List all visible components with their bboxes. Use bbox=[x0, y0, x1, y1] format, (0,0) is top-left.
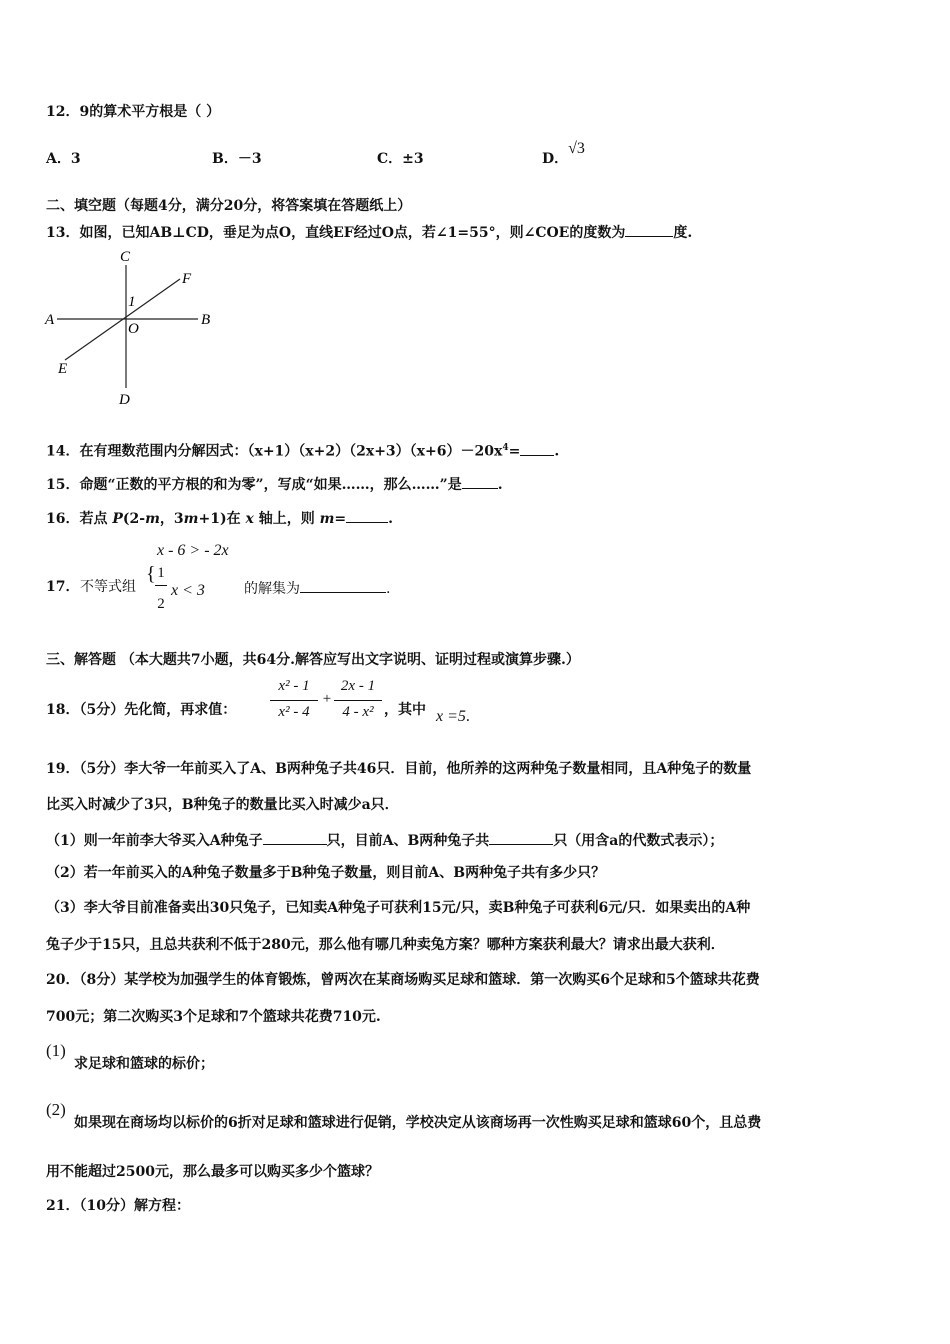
q12-option-b: B．－3 bbox=[212, 151, 262, 167]
q18-plus: + bbox=[322, 691, 332, 707]
q12-option-c: C．±3 bbox=[377, 151, 424, 167]
q17-frac-bar bbox=[155, 585, 167, 586]
q20-sub1-mark: (1) bbox=[46, 1041, 66, 1060]
label-e: E bbox=[58, 361, 68, 377]
q14-text-post: = bbox=[508, 443, 521, 460]
q18-frac1-bar bbox=[270, 700, 318, 701]
q18-prefix: 18．（5分）先化简，再求值： bbox=[46, 702, 237, 718]
q15-text bbox=[46, 474, 503, 494]
q19-line2: 比买入时减少了3只，B种兔子的数量比买入时减少a只． bbox=[46, 797, 399, 813]
q13-text-post: 度. bbox=[673, 225, 693, 241]
q16-text bbox=[46, 508, 393, 528]
q19-sub1-blank-1[interactable] bbox=[263, 830, 327, 845]
q16-var-m: m bbox=[183, 511, 199, 527]
q16-part: (2- bbox=[122, 511, 146, 527]
q16-var-x: x bbox=[245, 511, 254, 527]
q14-end: . bbox=[554, 443, 560, 460]
label-f: F bbox=[182, 271, 192, 287]
q13-text-pre: 13．如图，已知AB⊥CD，垂足为点O，直线EF经过O点，若∠1=55°，则∠COE的度数为 bbox=[46, 225, 626, 241]
q13-answer-blank[interactable] bbox=[625, 222, 673, 237]
q17-answer-blank[interactable] bbox=[300, 578, 386, 593]
label-d: D bbox=[119, 392, 130, 408]
q18-middle: ，其中 bbox=[384, 702, 426, 718]
q12-option-d-sqrt: √3 bbox=[568, 140, 585, 157]
label-o: O bbox=[128, 321, 139, 337]
q16-var-p: P bbox=[112, 511, 123, 527]
q21-text: 21．（10分）解方程： bbox=[46, 1198, 190, 1214]
q19-line1: 19．（5分）李大爷一年前买入了A、B两种兔子共46只．目前，他所养的这两种兔子数量相同，且A种兔子的数量 bbox=[46, 761, 752, 777]
q16-part: ，3 bbox=[159, 511, 184, 527]
q12-option-a: A．3 bbox=[46, 151, 81, 167]
q13-text bbox=[46, 222, 692, 242]
q17-frac-den: 2 bbox=[157, 596, 165, 612]
q18-value-text: x =5 bbox=[436, 708, 466, 725]
q12-option-d-label: D． bbox=[542, 151, 569, 167]
q20-sub1: 求足球和篮球的标价； bbox=[74, 1056, 214, 1072]
q19-sub1-blank-2[interactable] bbox=[489, 830, 553, 845]
q17-frac-num: 1 bbox=[157, 565, 165, 581]
q20-line1: 20．（8分）某学校为加强学生的体育锻炼，曾两次在某商场购买足球和篮球．第一次购买6个足球和5个篮球共花费 bbox=[46, 972, 760, 988]
q19-sub1-a: （1）则一年前李大爷买入A种兔子 bbox=[46, 833, 263, 849]
q16-part: 轴上，则 bbox=[253, 511, 320, 527]
q18-frac2-num: 2x - 1 bbox=[340, 678, 376, 694]
q17-brace: { bbox=[146, 563, 156, 585]
q15-text-pre: 15．命题“正数的平方根的和为零”，写成“如果……，那么……”是 bbox=[46, 477, 462, 493]
q18-frac1-num: x² - 1 bbox=[278, 678, 310, 694]
q14-text bbox=[46, 439, 559, 461]
q14-exponent: 4 bbox=[502, 443, 509, 453]
q18-frac2-den: 4 - x² bbox=[342, 704, 374, 720]
q16-answer-blank[interactable] bbox=[346, 508, 388, 523]
q20-line2: 700元；第二次购买3个足球和7个篮球共花费710元. bbox=[46, 1009, 381, 1025]
q20-sub2-line1: 如果现在商场均以标价的6折对足球和篮球进行促销，学校决定从该商场再一次性购买足球和篮球60个，且总费 bbox=[74, 1115, 762, 1131]
q14-text-pre: 14．在有理数范围内分解因式：（x+1）（x+2）（2x+3）（x+6）－20x bbox=[46, 443, 503, 460]
section2-title: 二、填空题（每题4分，满分20分，将答案填在答题纸上） bbox=[46, 198, 412, 214]
label-a: A bbox=[45, 312, 55, 328]
q17-inequality-1: x - 6 > - 2x bbox=[157, 542, 229, 559]
q13-figure bbox=[40, 245, 230, 410]
q12-stem: 12．9的算术平方根是（ ） bbox=[46, 104, 221, 120]
q17-number: 17． bbox=[46, 579, 80, 595]
label-c: C bbox=[120, 249, 131, 265]
q19-sub1-b: 只，目前A、B两种兔子共 bbox=[326, 833, 490, 849]
label-b: B bbox=[201, 312, 211, 328]
q16-var-m: m bbox=[145, 511, 160, 527]
q17-inequality-2: x < 3 bbox=[171, 582, 205, 599]
q19-sub1-c: 只（用含a的代数式表示）； bbox=[553, 833, 724, 849]
q20-sub2-line2: 用不能超过2500元，那么最多可以购买多少个篮球？ bbox=[46, 1164, 379, 1180]
q18-value bbox=[436, 708, 470, 726]
q14-answer-blank[interactable] bbox=[520, 441, 554, 456]
q18-frac1-den: x² - 4 bbox=[278, 704, 310, 720]
q16-part: +1)在 bbox=[198, 511, 246, 527]
q19-sub2: （2）若一年前买入的A种兔子数量多于B种兔子数量，则目前A、B两种兔子共有多少只？ bbox=[46, 865, 606, 881]
q17-end: . bbox=[386, 581, 391, 597]
q19-sub3-line1: （3）李大爷目前准备卖出30只兔子，已知卖A种兔子可获利15元/只，卖B种兔子可获利6元/只．如果卖出的A种 bbox=[46, 900, 751, 916]
q12-option-d bbox=[542, 140, 585, 168]
q16-part: = bbox=[334, 511, 347, 527]
q16-end: . bbox=[388, 511, 394, 527]
q17-suffix-text: 的解集为 bbox=[244, 581, 300, 597]
q20-sub2-mark: (2) bbox=[46, 1100, 66, 1119]
label-angle-1: 1 bbox=[128, 294, 136, 310]
q18-end: . bbox=[465, 708, 470, 725]
section3-title: 三、解答题 （本大题共7小题，共64分.解答应写出文字说明、证明过程或演算步骤.） bbox=[46, 652, 580, 668]
q19-sub1 bbox=[46, 830, 723, 850]
q17-suffix bbox=[244, 578, 390, 598]
q19-sub3-line2: 兔子少于15只，且总共获利不低于280元，那么他有哪几种卖兔方案？哪种方案获利最大？请求出最大获利． bbox=[46, 937, 725, 953]
q15-end: . bbox=[497, 477, 503, 493]
q16-var-m: m bbox=[319, 511, 335, 527]
q15-answer-blank[interactable] bbox=[462, 474, 498, 489]
q17-prefix: 不等式组 bbox=[80, 579, 136, 595]
q18-frac2-bar bbox=[334, 700, 382, 701]
q16-part: 16．若点 bbox=[46, 511, 113, 527]
